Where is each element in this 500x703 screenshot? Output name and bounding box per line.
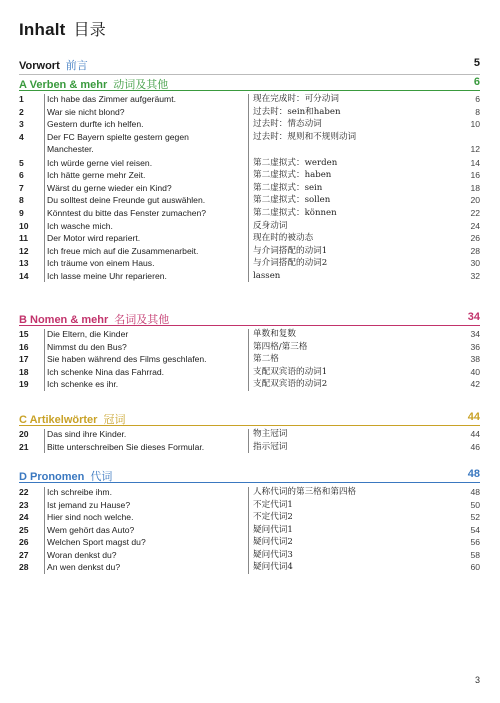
row-page: 42 xyxy=(470,379,480,390)
row-german-title: Nimmst du den Bus? xyxy=(47,341,127,352)
section-divider xyxy=(19,90,480,91)
row-number: 18 xyxy=(19,366,29,377)
row-german-title: War sie nicht blond? xyxy=(47,106,125,117)
row-german-title: Die Eltern, die Kinder xyxy=(47,329,129,339)
column-divider xyxy=(248,487,249,574)
row-page: 40 xyxy=(470,366,480,377)
row-page: 18 xyxy=(470,182,480,193)
section-cn: 代词 xyxy=(90,470,113,483)
row-chinese-topic: 第二虚拟式：sollen xyxy=(253,195,331,206)
row-chinese-topic: 第二虚拟式：sein xyxy=(253,182,323,193)
row-page: 20 xyxy=(470,195,480,206)
toc-row[interactable] xyxy=(19,366,480,379)
row-german-title: Das sind ihre Kinder. xyxy=(47,429,127,439)
row-chinese-topic: 反身动词 xyxy=(253,220,288,231)
toc-row[interactable] xyxy=(19,245,480,258)
row-number: 23 xyxy=(19,499,29,510)
row-number: 13 xyxy=(19,258,29,269)
row-page: 34 xyxy=(470,329,480,339)
toc-row[interactable] xyxy=(19,207,480,220)
row-chinese-topic: 第二虚拟式：werden xyxy=(253,157,338,168)
row-chinese-topic: 与介词搭配的动词2 xyxy=(253,258,328,269)
row-german-title: Ich freue mich auf die Zusammenarbeit. xyxy=(47,245,199,256)
row-number: 8 xyxy=(19,195,24,206)
row-page: 54 xyxy=(470,524,480,535)
toc-row[interactable] xyxy=(19,341,480,354)
row-page: 10 xyxy=(470,119,480,130)
row-chinese-topic: 指示冠词 xyxy=(253,441,288,452)
title-de: Inhalt xyxy=(19,20,66,39)
row-german-title: Hier sind noch welche. xyxy=(47,512,134,523)
row-number: 9 xyxy=(19,207,24,218)
row-number: 7 xyxy=(19,182,24,193)
row-german-title: Wärst du gerne wieder ein Kind? xyxy=(47,182,172,193)
toc-row[interactable] xyxy=(19,428,480,441)
toc-row[interactable] xyxy=(19,536,480,549)
section-page: 6 xyxy=(473,76,480,88)
row-chinese-topic: 人称代词的第三格和第四格 xyxy=(253,487,357,497)
row-german-title: Ich träume von einem Haus. xyxy=(47,258,155,269)
row-number: 1 xyxy=(19,94,24,104)
row-page: 14 xyxy=(470,157,480,168)
row-number: 5 xyxy=(19,157,24,168)
row-chinese-topic: 疑问代词1 xyxy=(253,524,293,535)
row-page: 6 xyxy=(475,94,480,104)
row-german-title: An wen denkst du? xyxy=(47,562,121,573)
row-page: 26 xyxy=(470,233,480,244)
row-page: 16 xyxy=(470,170,480,181)
row-german-title: Woran denkst du? xyxy=(47,549,117,560)
toc-row[interactable] xyxy=(19,270,480,283)
row-chinese-topic: 疑问代词2 xyxy=(253,537,293,548)
page-number: 3 xyxy=(474,675,480,685)
section-label: A Verben & mehr xyxy=(19,79,108,91)
section-divider xyxy=(19,325,480,326)
row-number: 26 xyxy=(19,537,29,548)
row-chinese-topic: 单数和复数 xyxy=(253,329,296,339)
column-divider xyxy=(248,329,249,391)
row-chinese-topic: 过去时：情态动词 xyxy=(253,119,322,130)
row-page: 52 xyxy=(470,512,480,523)
toc-row[interactable] xyxy=(19,257,480,270)
toc-row[interactable] xyxy=(19,232,480,245)
row-page: 30 xyxy=(470,258,480,269)
row-german-title: Wem gehört das Auto? xyxy=(47,524,135,535)
toc-row[interactable] xyxy=(19,106,480,119)
row-page: 32 xyxy=(470,270,480,281)
toc-row[interactable] xyxy=(19,194,480,207)
toc-row[interactable] xyxy=(19,353,480,366)
row-number: 27 xyxy=(19,549,29,560)
row-page: 22 xyxy=(470,207,480,218)
row-page: 24 xyxy=(470,220,480,231)
vorwort-heading[interactable] xyxy=(19,57,480,73)
section-label: D Pronomen xyxy=(19,471,85,483)
section-label: B Nomen & mehr xyxy=(19,314,109,326)
row-chinese-topic: 不定代词1 xyxy=(253,499,293,510)
row-page: 38 xyxy=(470,354,480,365)
toc-row[interactable] xyxy=(19,549,480,562)
column-divider xyxy=(44,329,45,391)
row-number: 3 xyxy=(19,119,24,130)
row-german-title: Ist jemand zu Hause? xyxy=(47,499,131,510)
row-chinese-topic: 第四格/第三格 xyxy=(253,341,308,352)
row-page: 56 xyxy=(470,537,480,548)
section-label: C Artikelwörter xyxy=(19,414,98,426)
row-chinese-topic: lassen xyxy=(253,270,281,281)
row-german-title: Bitte unterschreiben Sie dieses Formular. xyxy=(47,441,205,452)
row-german-title: Ich würde gerne viel reisen. xyxy=(47,157,153,168)
row-chinese-topic: 疑问代词3 xyxy=(253,549,293,560)
row-number: 11 xyxy=(19,233,29,244)
section-cn: 冠词 xyxy=(103,413,126,426)
row-german-title: Ich hätte gerne mehr Zeit. xyxy=(47,170,146,181)
toc-row[interactable] xyxy=(19,561,480,574)
row-number: 2 xyxy=(19,106,24,117)
toc-row[interactable] xyxy=(19,157,480,170)
row-german-title: Der FC Bayern spielte gestern gegen Manchester. xyxy=(47,131,189,155)
row-chinese-topic: 不定代词2 xyxy=(253,512,293,523)
row-page: 28 xyxy=(470,245,480,256)
row-chinese-topic: 支配双宾语的动词2 xyxy=(253,379,328,390)
section-page: 44 xyxy=(467,411,480,423)
row-number: 16 xyxy=(19,341,29,352)
row-number: 24 xyxy=(19,512,29,523)
toc-row[interactable] xyxy=(19,328,480,341)
row-german-title: Ich wasche mich. xyxy=(47,220,113,231)
section-cn: 名词及其他 xyxy=(114,313,170,326)
row-german-title: Sie haben während des Films geschlafen. xyxy=(47,354,207,365)
row-german-title: Ich habe das Zimmer aufgeräumt. xyxy=(47,94,176,104)
row-german-title: Ich lasse meine Uhr reparieren. xyxy=(47,270,167,281)
row-page: 60 xyxy=(470,562,480,573)
row-page: 46 xyxy=(470,441,480,452)
vorwort-label: Vorwort xyxy=(19,60,60,72)
toc-row[interactable] xyxy=(19,441,480,454)
toc-row[interactable] xyxy=(19,378,480,391)
row-number: 20 xyxy=(19,429,29,439)
column-divider xyxy=(44,429,45,453)
toc-row[interactable] xyxy=(19,486,480,499)
row-page: 50 xyxy=(470,499,480,510)
row-chinese-topic: 现在完成时：可分动词 xyxy=(253,94,339,104)
row-page: 58 xyxy=(470,549,480,560)
row-german-title: Ich schenke Nina das Fahrrad. xyxy=(47,366,165,377)
toc-row[interactable] xyxy=(19,220,480,233)
column-divider xyxy=(44,487,45,574)
section-divider xyxy=(19,425,480,426)
row-german-title: Welchen Sport magst du? xyxy=(47,537,146,548)
vorwort-page: 5 xyxy=(473,57,480,69)
divider xyxy=(19,74,480,75)
row-page: 48 xyxy=(470,487,480,497)
vorwort-cn: 前言 xyxy=(65,59,88,72)
row-number: 10 xyxy=(19,220,29,231)
row-german-title: Ich schreibe ihm. xyxy=(47,487,112,497)
toc-row[interactable] xyxy=(19,93,480,106)
column-divider xyxy=(248,429,249,453)
row-chinese-topic: 现在时的被动态 xyxy=(253,233,314,244)
row-page: 44 xyxy=(470,429,480,439)
row-page: 12 xyxy=(470,144,480,155)
row-number: 14 xyxy=(19,270,29,281)
row-number: 15 xyxy=(19,329,29,339)
toc-row[interactable] xyxy=(19,169,480,182)
row-german-title: Der Motor wird repariert. xyxy=(47,233,141,244)
row-number: 17 xyxy=(19,354,29,365)
row-german-title: Du solltest deine Freunde gut auswählen. xyxy=(47,195,206,206)
row-number: 28 xyxy=(19,562,29,573)
row-german-title: Gestern durfte ich helfen. xyxy=(47,119,144,130)
section-cn: 动词及其他 xyxy=(113,78,169,91)
toc-row[interactable] xyxy=(19,499,480,512)
section-page: 48 xyxy=(467,468,480,480)
toc-row[interactable] xyxy=(19,131,480,156)
row-page: 36 xyxy=(470,341,480,352)
row-number: 12 xyxy=(19,245,29,256)
row-german-title: Könntest du bitte das Fenster zumachen? xyxy=(47,207,207,218)
title-cn: 目录 xyxy=(73,20,106,39)
column-divider xyxy=(44,94,45,282)
column-divider xyxy=(248,94,249,282)
row-number: 19 xyxy=(19,379,29,390)
row-chinese-topic: 第二格 xyxy=(253,354,279,365)
row-chinese-topic: 第二虚拟式：können xyxy=(253,207,337,218)
page-title xyxy=(19,17,106,40)
row-german-title: Ich schenke es ihr. xyxy=(47,379,119,390)
row-number: 6 xyxy=(19,170,24,181)
row-page: 8 xyxy=(475,106,480,117)
toc-row[interactable] xyxy=(19,182,480,195)
row-chinese-topic: 过去时：sein和haben xyxy=(253,106,341,117)
row-chinese-topic: 与介词搭配的动词1 xyxy=(253,245,328,256)
toc-row[interactable] xyxy=(19,118,480,131)
section-divider xyxy=(19,482,480,483)
row-chinese-topic: 过去时：规则和不规则动词 xyxy=(253,131,357,142)
row-chinese-topic: 物主冠词 xyxy=(253,429,288,439)
row-number: 25 xyxy=(19,524,29,535)
row-number: 22 xyxy=(19,487,29,497)
row-chinese-topic: 支配双宾语的动词1 xyxy=(253,366,328,377)
row-number: 4 xyxy=(19,131,24,142)
row-chinese-topic: 第二虚拟式：haben xyxy=(253,170,332,181)
toc-row[interactable] xyxy=(19,524,480,537)
section-page: 34 xyxy=(467,311,480,323)
row-number: 21 xyxy=(19,441,29,452)
row-chinese-topic: 疑问代词4 xyxy=(253,562,293,573)
toc-row[interactable] xyxy=(19,511,480,524)
